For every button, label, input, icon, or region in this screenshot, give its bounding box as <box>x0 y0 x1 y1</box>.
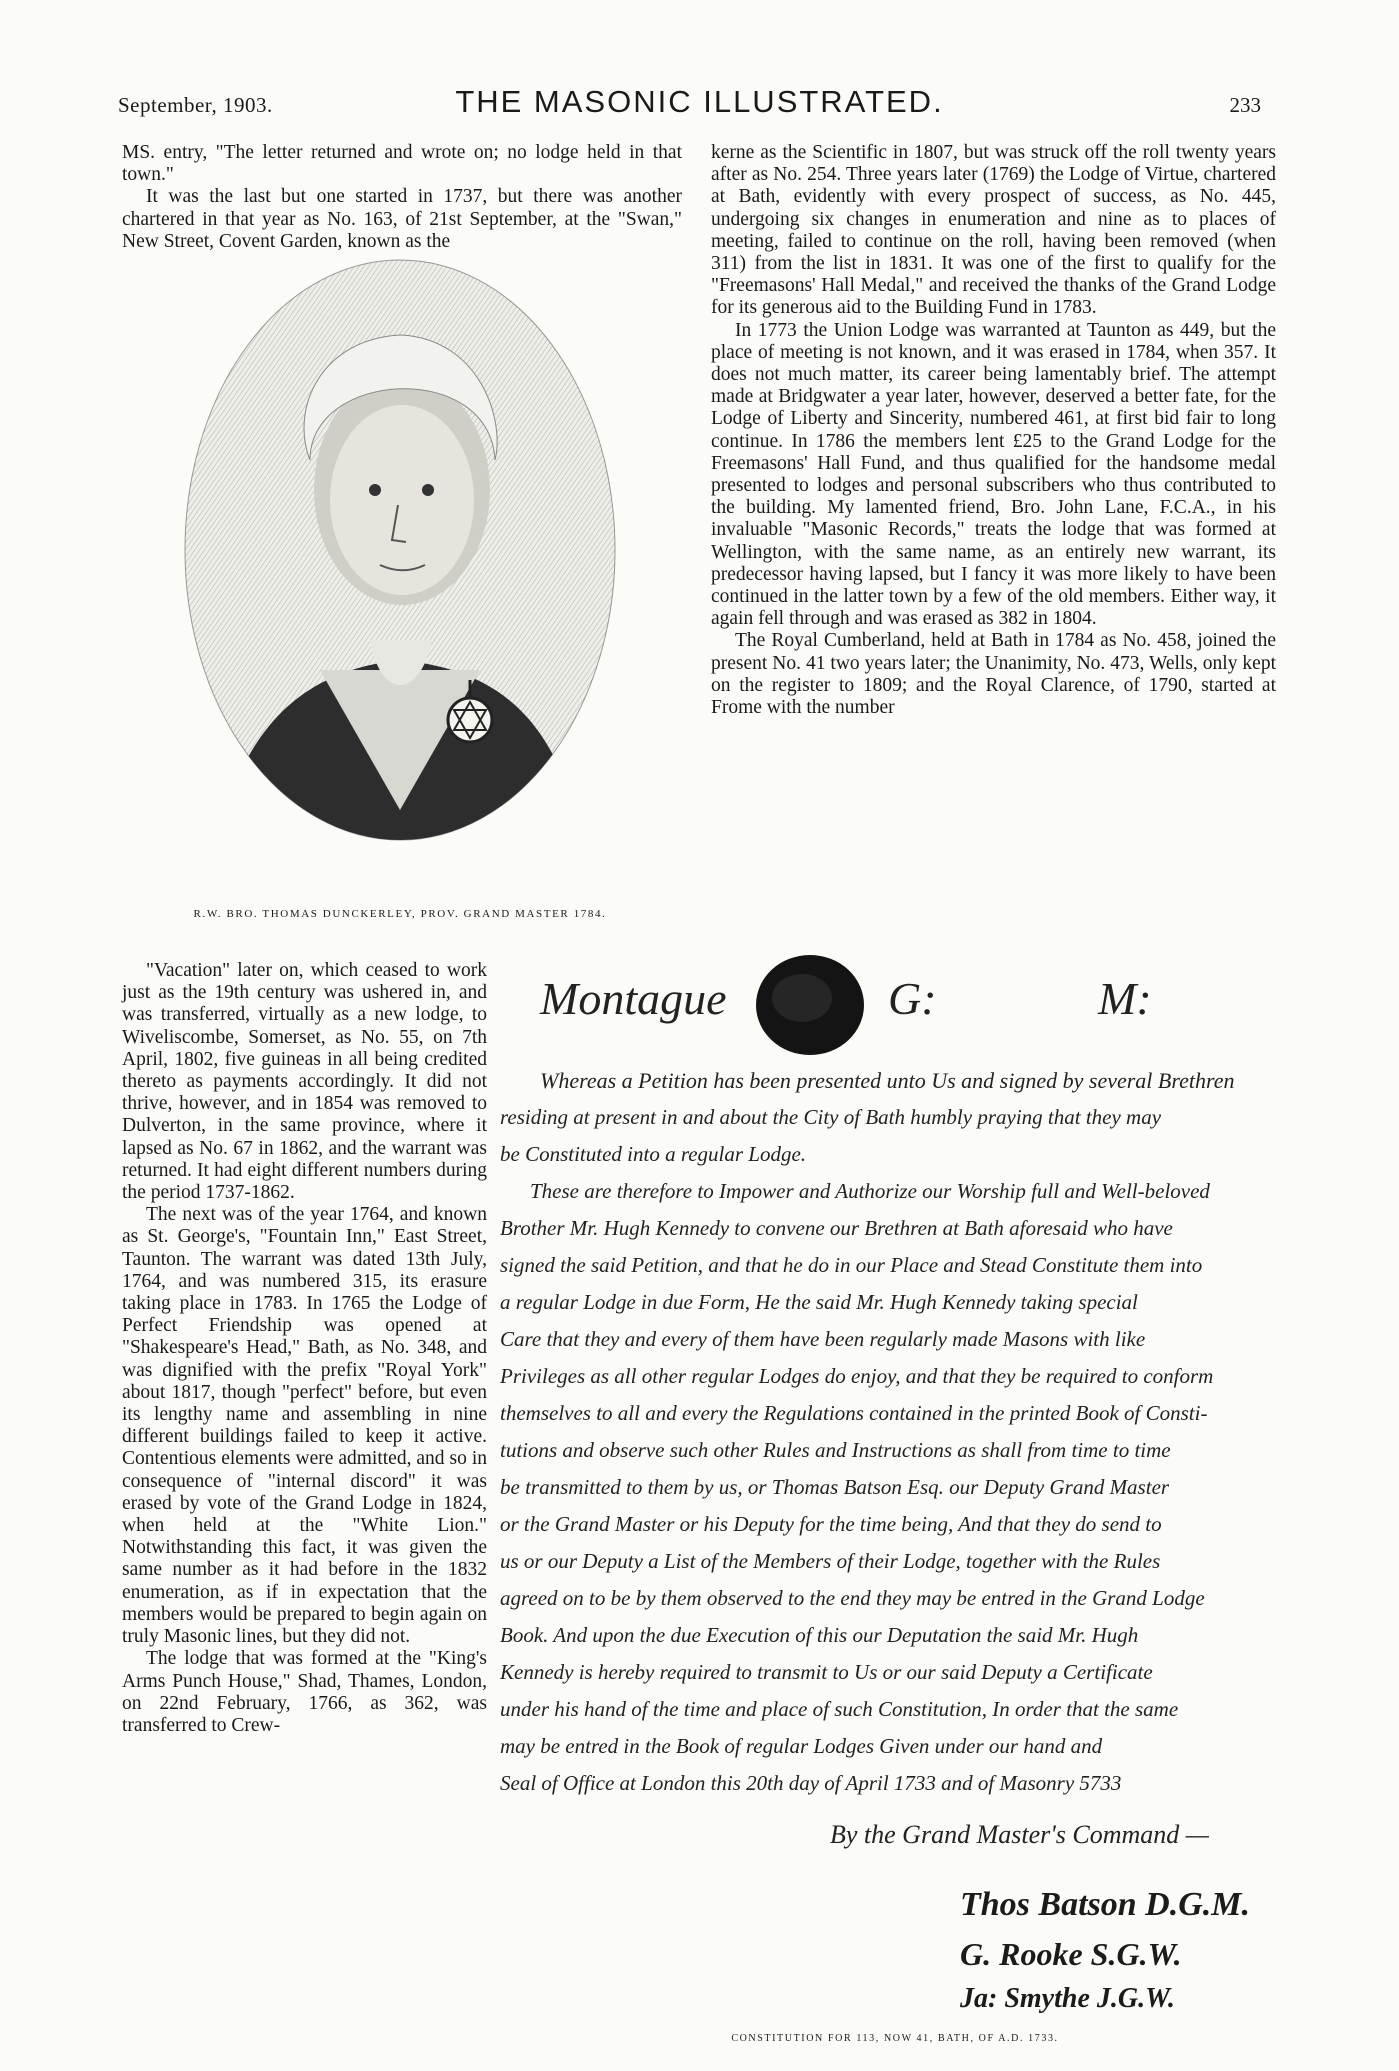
charter-line: themselves to all and every the Regulations contained in the printed Book of Consti- <box>500 1401 1208 1425</box>
signature-senior-grand-warden: G. Rooke S.G.W. <box>960 1936 1182 1972</box>
journal-title: THE MASONIC ILLUSTRATED. <box>455 84 944 119</box>
paragraph: In 1773 the Union Lodge was warranted at Taunton as 449, but the place of meeting is not known, and it was erased in 1784, when 357. It does not much matter, its career being lamentably brief. The attempt made at Bridgwater a year later, however, deserved a better fate, for the Lodge of Liberty and Sincerity, numbered 461, at first bid fair to long continue. In 1786 the members lent £25 to the Grand Lodge for the Freemasons' Hall Fund, and thus qualified for the handsome medal presented to lodges and personal subscribers who thus contributed to the building. My lamented friend, Bro. John Lane, F.C.A., in his invaluable "Masonic Records," treats the lodge that was formed at Wellington, with the same name, as an entirely new warrant, its predecessor having lapsed, but I fancy it was more likely to have been continued in the latter town by a few of the old members. Either way, it again fell through and was erased as 382 in 1804. <box>711 319 1276 630</box>
page-date: September, 1903. <box>118 93 273 117</box>
left-column-top <box>122 142 682 253</box>
charter-line: signed the said Petition, and that he do in our Place and Stead Constitute them into <box>500 1253 1203 1277</box>
charter-line: Seal of Office at London this 20th day of April 1733 and of Masonry 5733 <box>500 1771 1122 1795</box>
paragraph: The next was of the year 1764, and known as St. George's, "Fountain Inn," East Street, Taunton. The warrant was dated 13th July, 1764, and was numbered 315, its erasure taking place in 1783. In 1765 the Lodge of Perfect Friendship was opened at "Shakespeare's Head," Bath, as No. 348, and was dignified with the prefix "Royal York" about 1817, though "perfect" before, but even its lengthy name and assembling in nine different buildings failed to keep it active. Contentious elements were admitted, and so in consequence of "internal discord" it was erased by vote of the Grand Lodge in 1824, when held at the "White Lion." Notwithstanding this fact, it was given the same number as it had before in the 1832 enumeration, as if in expectation that the members would be prepared to begin again on truly Masonic lines, but they did not. <box>122 1204 487 1648</box>
paragraph: kerne as the Scientific in 1807, but was struck off the roll twenty years after as No. 254. Three years later (1769) the Lodge of Virtue, chartered at Bath, evidently with every prospect of success, as No. 445, undergoing six changes in enumeration and nine as to places of meeting, failed to continue on the roll, having been removed (when 311) from the list in 1831. It was one of the first to qualify for the "Freemasons' Hall Medal," and received the thanks of the Grand Lodge for its generous aid to the Building Fund in 1783. <box>711 142 1276 319</box>
paragraph: "Vacation" later on, which ceased to work just as the 19th century was ushered in, and was transferred, virtually as a new lodge, to Wiveliscombe, Somerset, as No. 55, on 7th April, 1802, five guineas in all being credited thereto as payments accordingly. It did not thrive, however, and in 1854 was removed to Dulverton, in the same province, where it lapsed as No. 67 in 1862, and the warrant was returned. It had eight different numbers during the period 1737-1862. <box>122 960 487 1204</box>
portrait-caption: R.W. BRO. THOMAS DUNCKERLEY, PROV. GRAND MASTER 1784. <box>193 908 607 920</box>
charter-line: Brother Mr. Hugh Kennedy to convene our Brethren at Bath aforesaid who have <box>500 1216 1173 1240</box>
charter-heading: Montague G: M: <box>540 973 1152 1024</box>
charter-line: Kennedy is hereby required to transmit to Us or our said Deputy a Certificate <box>500 1660 1153 1684</box>
charter-line: Whereas a Petition has been presented unto Us and signed by several Brethren <box>540 1068 1235 1093</box>
charter-line: us or our Deputy a List of the Members of their Lodge, together with the Rules <box>500 1549 1161 1573</box>
charter-text <box>500 1062 1300 1802</box>
charter-line: Book. And upon the due Execution of this our Deputation the said Mr. Hugh <box>500 1623 1139 1647</box>
charter-line: or the Grand Master or his Deputy for the time being, And that they do send to <box>500 1512 1162 1536</box>
left-column-bottom <box>122 960 487 1737</box>
portrait-engraving <box>170 250 630 920</box>
charter-line: residing at present in and about the City of Bath humbly praying that they may <box>500 1105 1162 1129</box>
charter-line: agreed on to be by them observed to the end they may be entred in the Grand Lodge <box>500 1586 1205 1610</box>
charter-line: may be entred in the Book of regular Lodges Given under our hand and <box>500 1734 1103 1758</box>
paragraph: It was the last but one started in 1737, but there was another chartered in that year as No. 163, of 21st September, at the "Swan," New Street, Covent Garden, known as the <box>122 186 682 252</box>
charter-facsimile <box>500 950 1290 1900</box>
command-line: By the Grand Master's Command — <box>830 1820 1209 1849</box>
charter-line: These are therefore to Impower and Authorize our Worship full and Well-beloved <box>530 1179 1210 1203</box>
signature-deputy-grand-master: Thos Batson D.G.M. <box>960 1886 1251 1923</box>
paragraph: The lodge that was formed at the "King's Arms Punch House," Shad, Thames, London, on 22nd February, 1766, as 362, was transferred to Crew- <box>122 1648 487 1736</box>
page-number: 233 <box>1229 93 1261 117</box>
charter-line: a regular Lodge in due Form, He the said Mr. Hugh Kennedy taking special <box>500 1290 1138 1314</box>
charter-line: be Constituted into a regular Lodge. <box>500 1142 807 1166</box>
portrait-image <box>170 250 630 890</box>
right-column <box>711 142 1276 719</box>
charter-line: Care that they and every of them have been regularly made Masons with like <box>500 1327 1146 1351</box>
paragraph: MS. entry, "The letter returned and wrote on; no lodge held in that town." <box>122 142 682 186</box>
charter-line: tutions and observe such other Rules and Instructions as shall from time to time <box>500 1438 1171 1462</box>
charter-caption: CONSTITUTION FOR 113, NOW 41, BATH, OF A.D. 1733. <box>731 2033 1059 2044</box>
charter-line: be transmitted to them by us, or Thomas Batson Esq. our Deputy Grand Master <box>500 1475 1170 1499</box>
charter-line: Privileges as all other regular Lodges do enjoy, and that they be required to conform <box>500 1364 1214 1388</box>
paragraph: The Royal Cumberland, held at Bath in 1784 as No. 458, joined the present No. 41 two years later; the Unanimity, No. 473, Wells, only kept on the register to 1809; and the Royal Clarence, of 1790, started at Frome with the number <box>711 630 1276 719</box>
signatures <box>960 1880 1280 2020</box>
signature-junior-grand-warden: Ja: Smythe J.G.W. <box>960 1983 1175 2014</box>
charter-line: under his hand of the time and place of such Constitution, In order that the same <box>500 1697 1179 1721</box>
